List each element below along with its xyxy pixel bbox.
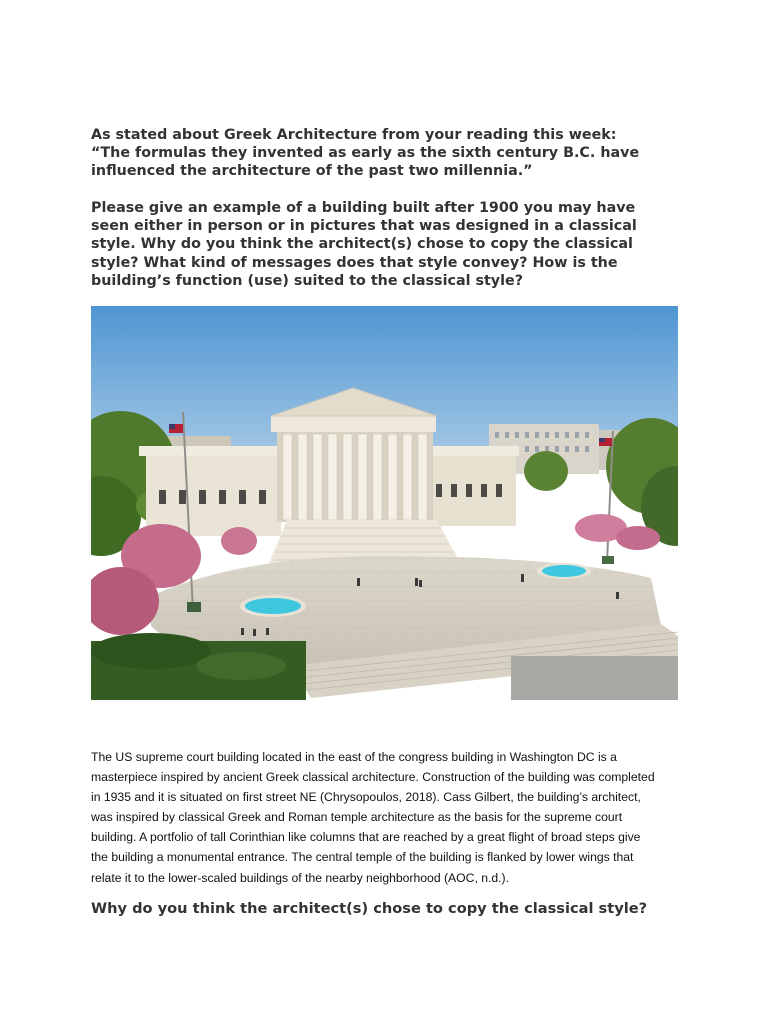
question-line: style? What kind of messages does that style convey? How is the [91,254,618,271]
column [283,434,292,520]
question-line: style. Why do you think the architect(s) chose to copy the classical [91,236,633,253]
followup-question [91,900,691,918]
answer-line: building. A portfolio of tall Corinthian like columns that are reached by a great flight of broad steps give [91,830,641,845]
question-line: Please give an example of a building built after 1900 you may have [91,200,636,216]
answer-line: masterpiece inspired by ancient Greek classical architecture. Construction of the building was completed [91,770,655,785]
intro-heading [91,126,691,181]
answer-line: The US supreme court building located in the east of the congress building in Washington DC is a [91,750,617,764]
followup-line: Why do you think the architect(s) chose to copy the classical style? [91,900,648,917]
answer-line: in 1935 and it is situated on first street NE (Chrysopoulos, 2018). Cass Gilbert, the building’s architect, [91,790,641,805]
question-heading [91,199,691,290]
intro-line: As stated about Greek Architecture from your reading this week: [91,127,617,143]
intro-line: influenced the architecture of the past two millennia.” [91,163,533,180]
supreme-court-photo [91,306,678,700]
answer-line: relate it to the lower-scaled buildings of the nearby neighborhood (AOC, n.d.). [91,870,509,885]
answer-paragraph [91,747,691,888]
intro-line: “The formulas they invented as early as the sixth century B.C. have [91,145,640,162]
question-line: seen either in person or in pictures that was designed in a classical [91,218,637,235]
answer-line: the building a monumental entrance. The central temple of the building is flanked by lower wings that [91,850,634,865]
answer-line: was inspired by classical Greek and Roman temple architecture as the basis for the supreme court [91,810,623,825]
question-line: building’s function (use) suited to the classical style? [91,272,524,289]
